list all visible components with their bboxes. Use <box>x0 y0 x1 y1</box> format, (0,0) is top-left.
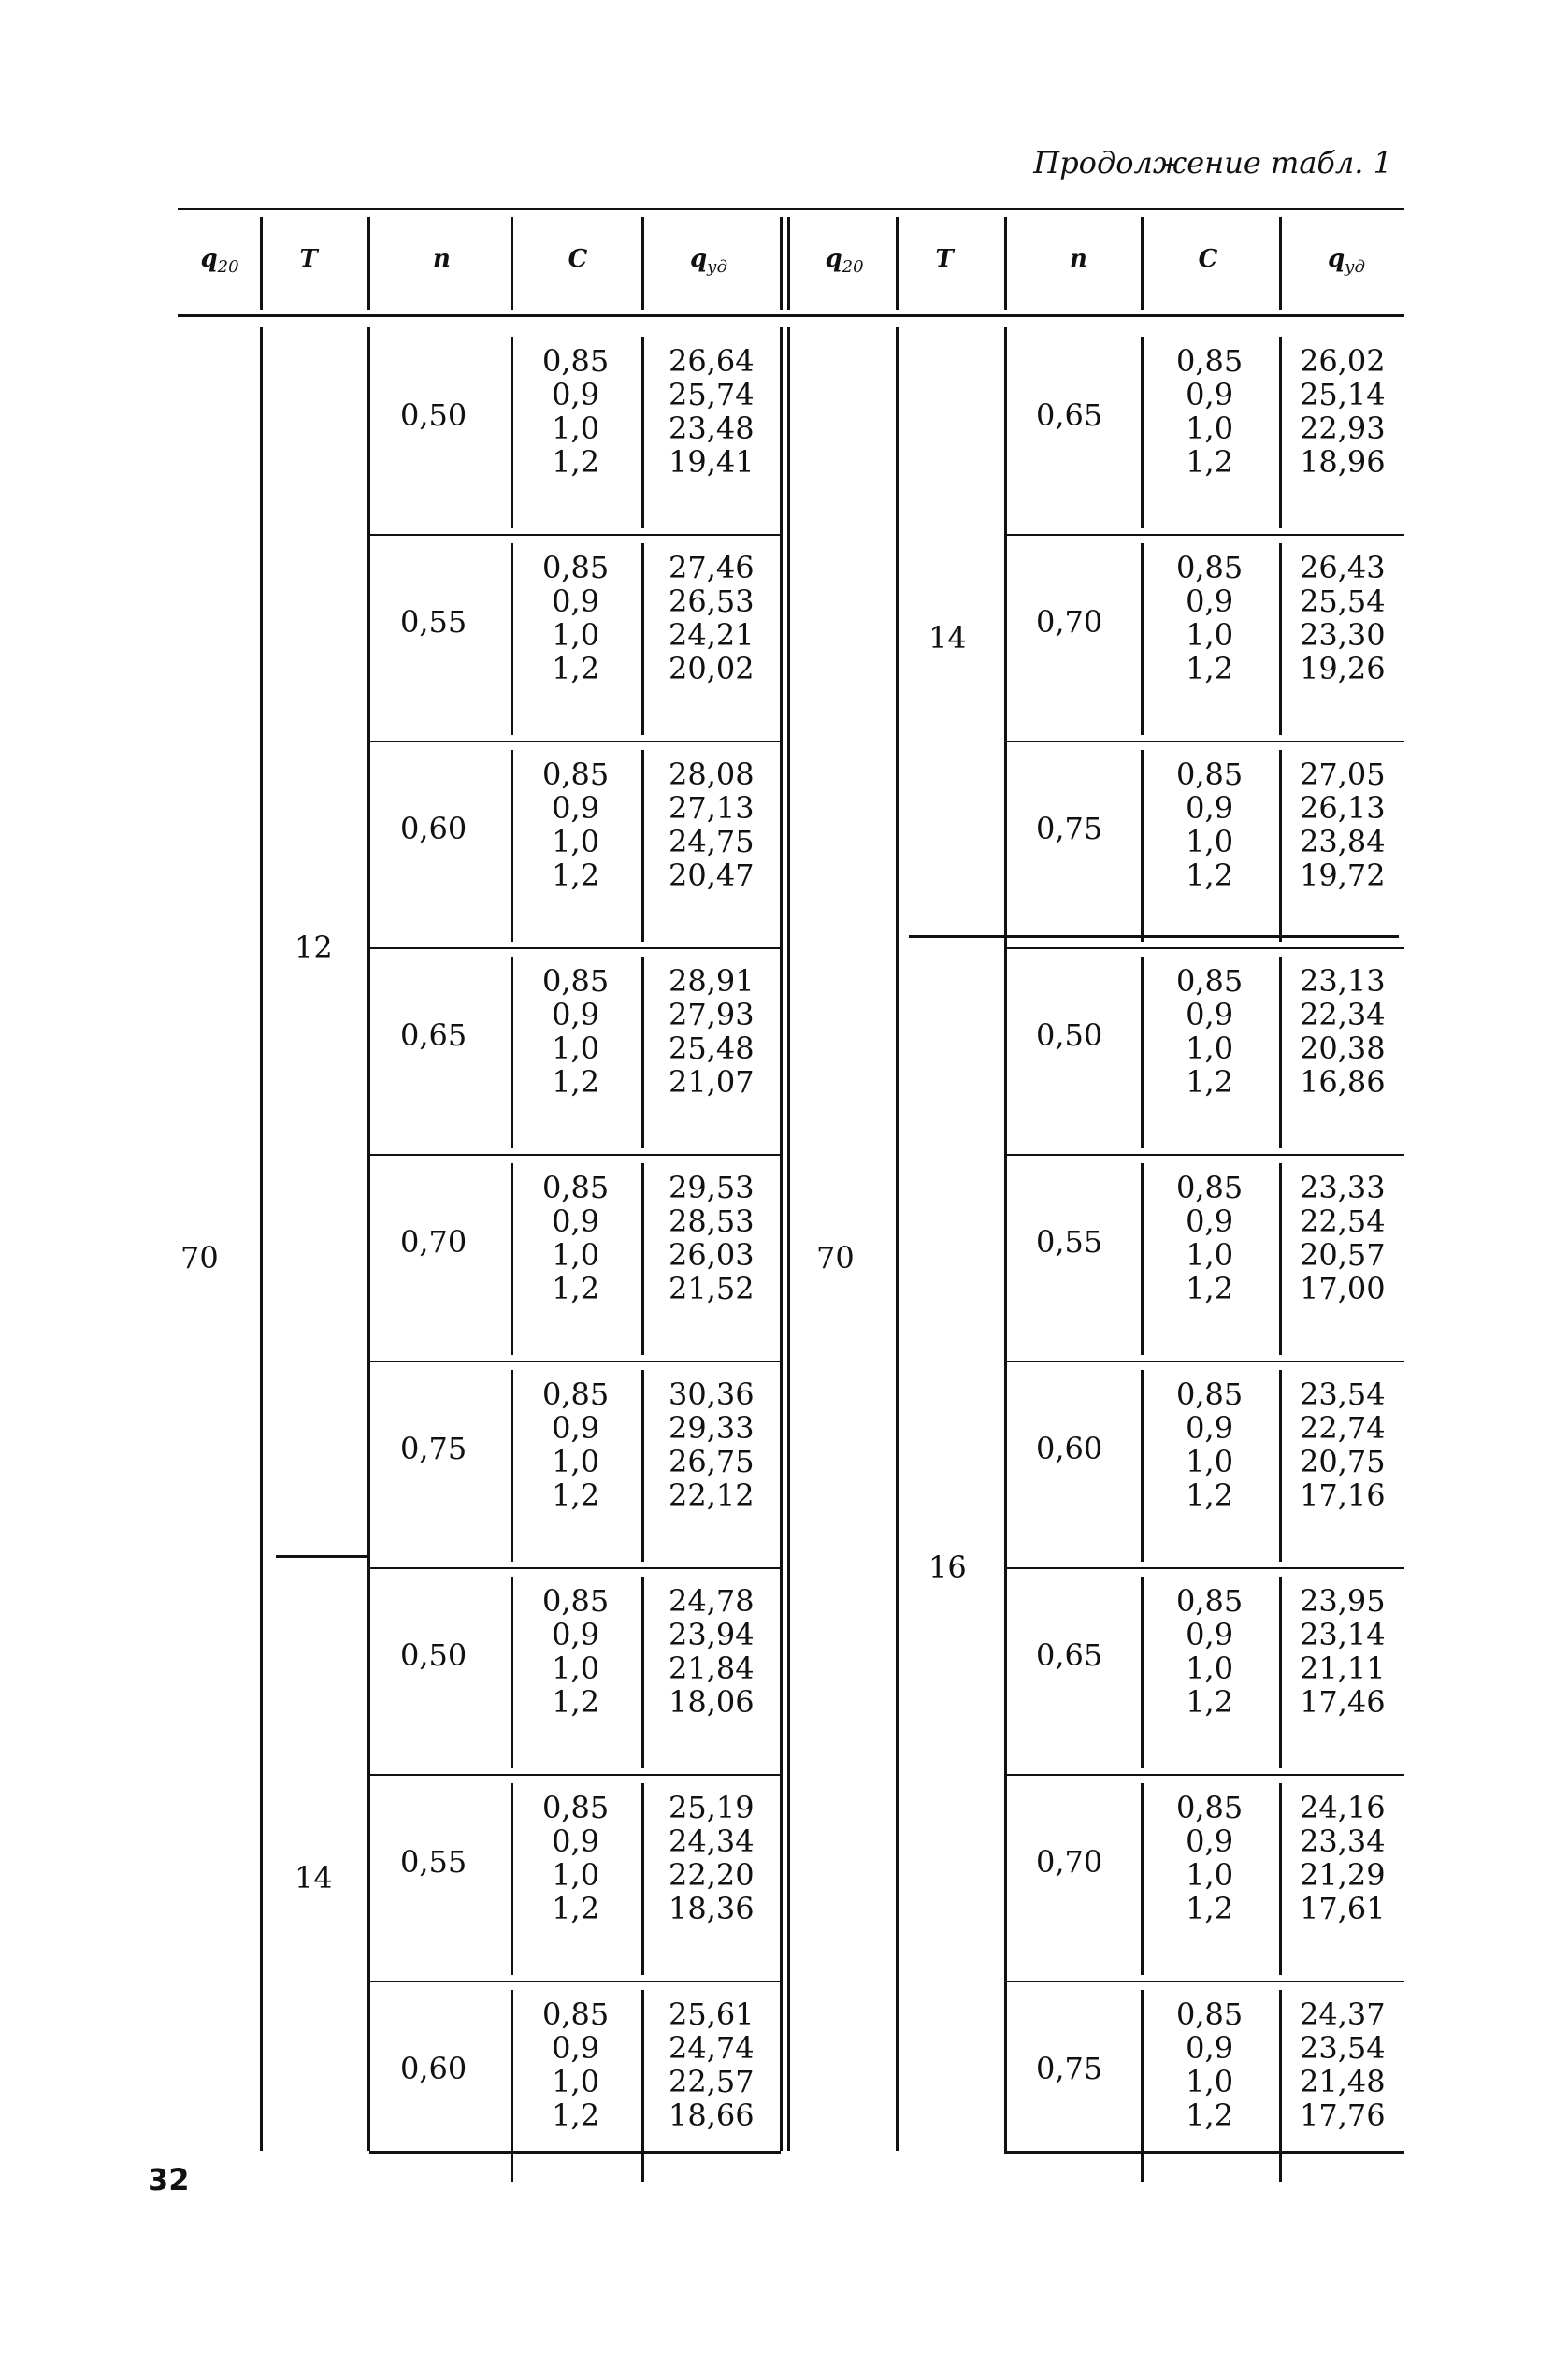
qud-values: 25,19 24,34 22,20 18,36 <box>669 1790 755 1926</box>
left-bottom-rule <box>369 2151 781 2154</box>
row-divider <box>511 957 513 1148</box>
body-divider <box>787 327 790 2151</box>
row-separator <box>1004 534 1404 536</box>
row-divider <box>511 1783 513 1975</box>
body-divider <box>367 327 370 2151</box>
row-divider <box>1279 543 1282 735</box>
row-divider <box>641 543 644 735</box>
row-divider <box>1141 1990 1144 2182</box>
T-value: 16 <box>928 1550 967 1585</box>
n-value: 0,60 <box>400 811 468 846</box>
row-divider <box>641 337 644 528</box>
c-values: 0,85 0,9 1,0 1,2 <box>1176 963 1244 1100</box>
row-separator <box>369 534 781 536</box>
row-divider <box>511 1370 513 1562</box>
row-divider <box>511 543 513 735</box>
qud-values: 28,08 27,13 24,75 20,47 <box>669 757 755 893</box>
row-separator <box>369 947 781 949</box>
header-T-right: T <box>935 245 954 273</box>
row-divider <box>511 750 513 942</box>
table-caption: Продолжение табл. 1 <box>1033 145 1392 180</box>
qud-values: 24,16 23,34 21,29 17,61 <box>1300 1790 1386 1926</box>
row-separator <box>369 1774 781 1776</box>
c-values: 0,85 0,9 1,0 1,2 <box>542 550 610 686</box>
row-divider <box>641 1370 644 1562</box>
table-top-rule <box>178 208 1404 210</box>
header-divider <box>1141 217 1144 310</box>
header-divider <box>641 217 644 310</box>
header-divider <box>1004 217 1007 310</box>
T-value: 14 <box>928 619 967 656</box>
row-divider <box>641 1990 644 2182</box>
n-value: 0,60 <box>400 2051 468 2086</box>
qud-values: 23,13 22,34 20,38 16,86 <box>1300 963 1386 1100</box>
n-value: 0,50 <box>1036 1017 1103 1053</box>
qud-values: 24,78 23,94 21,84 18,06 <box>669 1583 755 1720</box>
c-values: 0,85 0,9 1,0 1,2 <box>542 963 610 1100</box>
row-divider <box>641 1163 644 1355</box>
row-separator <box>1004 947 1404 949</box>
qud-values: 25,61 24,74 22,57 18,66 <box>669 1996 755 2133</box>
row-divider <box>641 750 644 942</box>
row-divider <box>1279 1577 1282 1768</box>
body-divider <box>896 327 899 2151</box>
row-divider <box>641 1577 644 1768</box>
row-separator <box>1004 1567 1404 1569</box>
header-n-right: n <box>1070 245 1087 273</box>
qud-values: 30,36 29,33 26,75 22,12 <box>669 1377 755 1513</box>
n-value: 0,60 <box>1036 1431 1103 1466</box>
n-value: 0,50 <box>400 397 468 433</box>
row-separator <box>369 1154 781 1156</box>
qud-values: 26,64 25,74 23,48 19,41 <box>669 343 755 480</box>
n-value: 0,65 <box>1036 397 1103 433</box>
row-divider <box>1279 337 1282 528</box>
n-value: 0,65 <box>1036 1637 1103 1673</box>
qud-values: 23,33 22,54 20,57 17,00 <box>1300 1170 1386 1306</box>
qud-values: 28,91 27,93 25,48 21,07 <box>669 963 755 1100</box>
row-separator <box>369 1567 781 1569</box>
header-divider <box>260 217 263 310</box>
header-divider <box>1279 217 1282 310</box>
c-values: 0,85 0,9 1,0 1,2 <box>542 1996 610 2133</box>
n-value: 0,75 <box>1036 811 1103 846</box>
c-values: 0,85 0,9 1,0 1,2 <box>1176 1170 1244 1306</box>
row-divider <box>1279 750 1282 942</box>
header-divider <box>367 217 370 310</box>
T-value: 12 <box>295 930 333 965</box>
left-T-group-separator <box>276 1555 369 1558</box>
row-divider <box>1141 1370 1144 1562</box>
header-C-left: C <box>568 245 588 273</box>
body-divider <box>780 327 783 2151</box>
c-values: 0,85 0,9 1,0 1,2 <box>542 343 610 480</box>
c-values: 0,85 0,9 1,0 1,2 <box>1176 757 1244 893</box>
qud-values: 26,02 25,14 22,93 18,96 <box>1300 343 1386 480</box>
c-values: 0,85 0,9 1,0 1,2 <box>542 1790 610 1926</box>
row-separator <box>369 1981 781 1982</box>
c-values: 0,85 0,9 1,0 1,2 <box>1176 1790 1244 1926</box>
row-divider <box>641 1783 644 1975</box>
header-qud-right: $q_{уд}$ <box>1327 245 1366 278</box>
n-value: 0,75 <box>1036 2051 1103 2086</box>
row-divider <box>1141 1163 1144 1355</box>
header-qud-left: $q_{уд}$ <box>689 245 728 278</box>
c-values: 0,85 0,9 1,0 1,2 <box>1176 550 1244 686</box>
row-divider <box>1141 957 1144 1148</box>
row-divider <box>1141 1577 1144 1768</box>
c-values: 0,85 0,9 1,0 1,2 <box>1176 1996 1244 2133</box>
header-divider <box>511 217 513 310</box>
body-divider <box>260 327 263 2151</box>
row-divider <box>511 337 513 528</box>
row-separator <box>1004 1154 1404 1156</box>
qud-values: 23,54 22,74 20,75 17,16 <box>1300 1377 1386 1513</box>
row-divider <box>1279 957 1282 1148</box>
n-value: 0,55 <box>400 1844 468 1880</box>
row-divider <box>511 1577 513 1768</box>
row-separator <box>369 741 781 742</box>
n-value: 0,75 <box>400 1431 468 1466</box>
row-divider <box>511 1163 513 1355</box>
row-divider <box>1279 1370 1282 1562</box>
n-value: 0,70 <box>400 1224 468 1260</box>
header-C-right: C <box>1198 245 1218 273</box>
T-value: 14 <box>295 1859 333 1896</box>
c-values: 0,85 0,9 1,0 1,2 <box>1176 1583 1244 1720</box>
row-divider <box>1279 1990 1282 2182</box>
c-values: 0,85 0,9 1,0 1,2 <box>1176 343 1244 480</box>
row-divider <box>1141 1783 1144 1975</box>
row-separator <box>369 1361 781 1362</box>
n-value: 0,70 <box>1036 1844 1103 1880</box>
q20-value: 70 <box>816 1239 855 1276</box>
row-divider <box>1141 543 1144 735</box>
header-divider <box>787 217 790 310</box>
row-divider <box>1141 337 1144 528</box>
n-value: 0,55 <box>400 604 468 640</box>
header-divider <box>896 217 899 310</box>
qud-values: 26,43 25,54 23,30 19,26 <box>1300 550 1386 686</box>
row-divider <box>511 1990 513 2182</box>
c-values: 0,85 0,9 1,0 1,2 <box>542 1583 610 1720</box>
c-values: 0,85 0,9 1,0 1,2 <box>1176 1377 1244 1513</box>
c-values: 0,85 0,9 1,0 1,2 <box>542 1377 610 1513</box>
row-separator <box>1004 741 1404 742</box>
header-q20-right: $q_{20}$ <box>825 245 864 278</box>
row-divider <box>1279 1163 1282 1355</box>
right-bottom-rule <box>1004 2151 1404 2154</box>
qud-values: 29,53 28,53 26,03 21,52 <box>669 1170 755 1306</box>
header-T-left: T <box>299 245 318 273</box>
qud-values: 27,46 26,53 24,21 20,02 <box>669 550 755 686</box>
body-divider <box>1004 327 1007 2151</box>
q20-value: 70 <box>180 1239 219 1276</box>
header-n-left: n <box>433 245 451 273</box>
qud-values: 27,05 26,13 23,84 19,72 <box>1300 757 1386 893</box>
right-T-group-separator <box>909 935 1399 938</box>
row-divider <box>1141 750 1144 942</box>
qud-values: 23,95 23,14 21,11 17,46 <box>1300 1583 1386 1720</box>
c-values: 0,85 0,9 1,0 1,2 <box>542 1170 610 1306</box>
qud-values: 24,37 23,54 21,48 17,76 <box>1300 1996 1386 2133</box>
row-separator <box>1004 1774 1404 1776</box>
c-values: 0,85 0,9 1,0 1,2 <box>542 757 610 893</box>
header-divider <box>780 217 783 310</box>
n-value: 0,65 <box>400 1017 468 1053</box>
row-separator <box>1004 1981 1404 1982</box>
row-separator <box>1004 1361 1404 1362</box>
header-q20-left: $q_{20}$ <box>200 245 239 278</box>
header-bottom-rule <box>178 314 1404 317</box>
page-number: 32 <box>148 2162 190 2198</box>
row-divider <box>1279 1783 1282 1975</box>
n-value: 0,55 <box>1036 1224 1103 1260</box>
n-value: 0,70 <box>1036 604 1103 640</box>
row-divider <box>641 957 644 1148</box>
n-value: 0,50 <box>400 1637 468 1673</box>
